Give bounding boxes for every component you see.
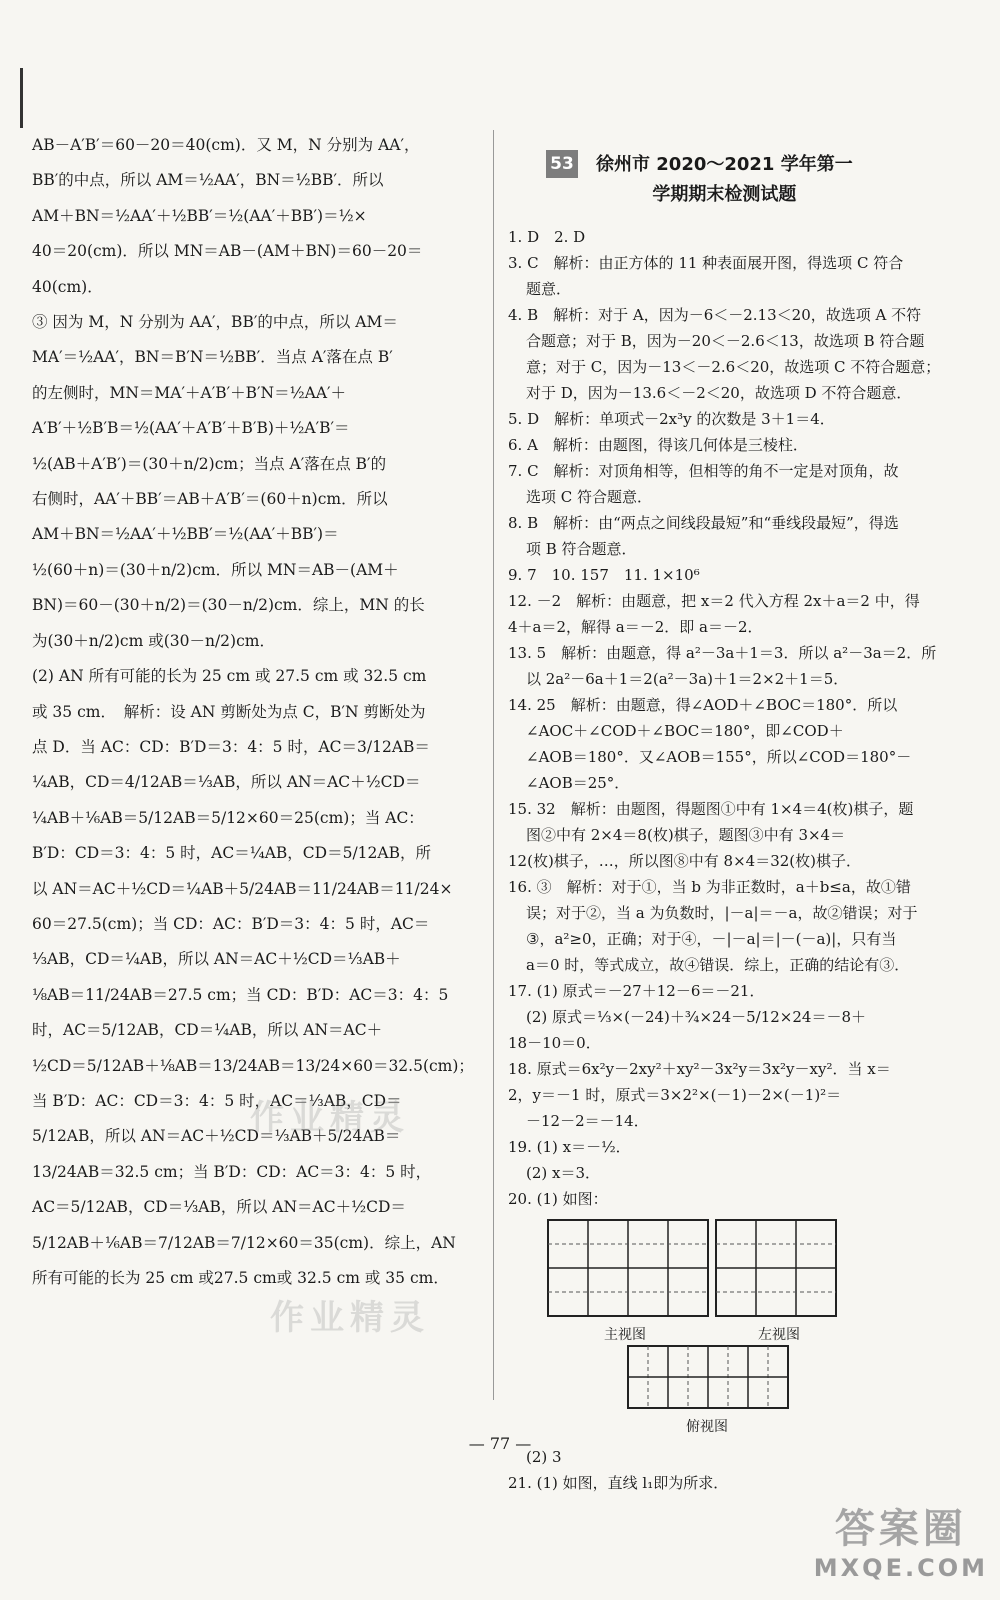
answer-line: －12－2＝－14． xyxy=(526,1112,649,1130)
watermark-2: 作业精灵 xyxy=(270,1298,430,1338)
answer-line: 题意． xyxy=(526,280,572,298)
answer-line: 误；对于②，当 a 为负数时，|－a|＝－a，故②错误；对于 xyxy=(526,904,918,922)
section-heading xyxy=(508,150,923,210)
top-view-label: 俯视图 xyxy=(686,1419,728,1435)
left-text-line: 或 35 cm． 解析：设 AN 剪断处为点 C，B′N 剪断处为 xyxy=(32,702,426,721)
answer-line: 2，y＝－1 时，原式＝3×2²×(－1)－2×(－1)²＝ xyxy=(508,1086,842,1104)
answer-line: ∠AOB＝180°．又∠AOB＝155°，所以∠COD＝180°－ xyxy=(526,748,912,766)
front-view-grid xyxy=(548,1220,708,1316)
answer-line: 7. C 解析：对顶角相等，但相等的角不一定是对顶角，故 xyxy=(508,462,899,480)
answer-line: ∠AOB＝25°． xyxy=(526,774,630,792)
answer-line: 21. (1) 如图，直线 l₁即为所求． xyxy=(508,1474,729,1492)
left-text-line: AM＋BN＝½AA′＋½BB′＝½(AA′＋BB′)＝½× xyxy=(32,206,367,225)
answer-line: 以 2a²－6a＋1＝2(a²－3a)＋1＝2×2＋1＝5． xyxy=(526,670,849,688)
left-text-line: A′B′＋½B′B＝½(AA′＋A′B′＋B′B)＋½A′B′＝ xyxy=(32,419,350,438)
left-text-line: 所有可能的长为 25 cm 或27.5 cm或 32.5 cm 或 35 cm． xyxy=(32,1269,449,1287)
three-views-svg xyxy=(508,1216,923,1438)
front-view-label: 主视图 xyxy=(604,1327,646,1343)
left-text-line: ③ 因为 M，N 分别为 AA′，BB′的中点，所以 AM＝ xyxy=(32,313,398,332)
column-divider xyxy=(493,130,494,1400)
left-text-line: 13/24AB＝32.5 cm；当 B′D：CD：AC＝3：4：5 时， xyxy=(32,1162,432,1181)
left-text-line: ½CD＝5/12AB＋⅛AB＝13/24AB＝13/24×60＝32.5(cm)； xyxy=(32,1056,474,1075)
left-text-line: MA′＝½AA′，BN＝B′N＝½BB′．当点 A′落在点 B′ xyxy=(32,348,393,367)
top-view-grid xyxy=(628,1346,788,1408)
left-text-line: AB－A′B′＝60－20＝40(cm)．又 M，N 分别为 AA′， xyxy=(32,136,420,154)
answer-line: 12(枚)棋子，…，所以图⑧中有 8×4＝32(枚)棋子． xyxy=(508,852,862,870)
answer-line: 选项 C 符合题意． xyxy=(526,488,653,506)
answer-line: 8. B 解析：由“两点之间线段最短”和“垂线段最短”，得选 xyxy=(508,514,899,532)
left-text-line: 当 B′D：AC：CD＝3：4：5 时，AC＝⅓AB，CD＝ xyxy=(32,1091,402,1110)
answer-line: 18－10＝0． xyxy=(508,1034,601,1052)
site-logo-text: 答案圈 xyxy=(834,1506,967,1552)
left-text-line: 为(30＋n/2)cm 或(30－n/2)cm． xyxy=(32,631,275,650)
left-text-line: 以 AN＝AC＋½CD＝¼AB＋5/24AB＝11/24AB＝11/24× xyxy=(32,879,453,898)
answer-line: (2) 原式＝⅓×(－24)＋¾×24－5/12×24＝－8＋ xyxy=(526,1008,866,1026)
answer-line: 12. －2 解析：由题意，把 x＝2 代入方程 2x＋a＝2 中，得 xyxy=(508,592,920,610)
left-text-line: 右侧时，AA′＋BB′＝AB＋A′B′＝(60＋n)cm．所以 xyxy=(32,490,388,509)
left-text-line: ¼AB＋⅙AB＝5/12AB＝5/12×60＝25(cm)；当 AC： xyxy=(32,808,424,827)
answer-line: (2) x＝3． xyxy=(526,1164,601,1182)
answer-line: 6. A 解析：由题图，得该几何体是三棱柱． xyxy=(508,436,808,454)
left-text-line: ⅓AB，CD＝¼AB，所以 AN＝AC＋½CD＝⅓AB＋ xyxy=(32,950,401,969)
answer-line: 合题意；对于 B，因为－20＜－2.6＜13，故选项 B 符合题 xyxy=(526,332,925,350)
left-text-line: 60＝27.5(cm)；当 CD：AC：B′D＝3：4：5 时，AC＝ xyxy=(32,914,430,933)
section-title-line-1: 徐州市 2020～2021 学年第一 xyxy=(596,154,853,175)
answer-line: 意；对于 C，因为－13＜－2.6＜20，故选项 C 不符合题意； xyxy=(526,358,941,376)
answer-line: 14. 25 解析：由题意，得∠AOD＋∠BOC＝180°．所以 xyxy=(508,696,898,714)
section-title-line-2: 学期期末检测试题 xyxy=(652,184,797,205)
left-text-line: ½(60＋n)＝(30＋n/2)cm．所以 MN＝AB－(AM＋ xyxy=(32,560,399,579)
right-column xyxy=(508,150,941,1496)
answer-line: 图②中有 2×4＝8(枚)棋子，题图③中有 3×4＝ xyxy=(526,826,846,844)
answer-list xyxy=(508,224,941,1212)
answer-line: 18. 原式＝6x²y－2xy²＋xy²－3x²y＝3x²y－xy²．当 x＝ xyxy=(508,1060,891,1078)
left-text-line: 40(cm)． xyxy=(32,277,103,296)
left-text-line: B′D：CD＝3：4：5 时，AC＝¼AB，CD＝5/12AB，所 xyxy=(32,844,431,863)
left-view-grid xyxy=(716,1220,836,1316)
left-text-line: 5/12AB＋⅙AB＝7/12AB＝7/12×60＝35(cm)．综上，AN xyxy=(32,1233,456,1252)
site-logo xyxy=(814,1497,988,1582)
answer-line: 15. 32 解析：由题图，得题图①中有 1×4＝4(枚)棋子，题 xyxy=(508,800,914,818)
watermark-1: 作业精灵 xyxy=(250,1098,410,1138)
left-text-line: ¼AB，CD＝4/12AB＝⅓AB，所以 AN＝AC＋½CD＝ xyxy=(32,773,421,792)
three-views-figure xyxy=(508,1216,923,1438)
left-text-line: (2) AN 所有可能的长为 25 cm 或 27.5 cm 或 32.5 cm xyxy=(32,667,427,686)
left-text-line: 的左侧时，MN＝MA′＋A′B′＋B′N＝½AA′＋ xyxy=(32,383,347,402)
left-text-line: ½(AB＋A′B′)＝(30＋n/2)cm；当点 A′落在点 B′的 xyxy=(32,454,387,473)
answer-line: 20. (1) 如图： xyxy=(508,1190,608,1208)
left-view-label: 左视图 xyxy=(758,1327,800,1343)
left-text-line: AC＝5/12AB，CD＝⅓AB，所以 AN＝AC＋½CD＝ xyxy=(32,1198,406,1217)
margin-edge-line xyxy=(20,68,23,128)
answer-line: (2) 3 xyxy=(526,1448,562,1466)
answer-line: 4. B 解析：对于 A，因为－6＜－2.13＜20，故选项 A 不符 xyxy=(508,306,922,324)
left-text-line: ⅛AB＝11/24AB＝27.5 cm；当 CD：B′D：AC＝3：4：5 xyxy=(32,985,449,1004)
left-text-line: AM＋BN＝½AA′＋½BB′＝½(AA′＋BB′)＝ xyxy=(32,525,339,544)
section-title xyxy=(596,150,853,210)
answer-line: 16. ③ 解析：对于①，当 b 为非正数时，a＋b≤a，故①错 xyxy=(508,878,911,896)
left-text-line: 5/12AB，所以 AN＝AC＋½CD＝⅓AB＋5/24AB＝ xyxy=(32,1127,401,1146)
answer-line: 19. (1) x＝－½． xyxy=(508,1138,631,1156)
left-text-line: BN)＝60－(30＋n/2)＝(30－n/2)cm．综上，MN 的长 xyxy=(32,596,425,615)
site-logo-url: MXQE.COM xyxy=(813,1554,988,1582)
answer-line: 13. 5 解析：由题意，得 a²－3a＋1＝3．所以 a²－3a＝2．所 xyxy=(508,644,937,662)
answer-line: 4＋a＝2，解得 a＝－2．即 a＝－2． xyxy=(508,618,763,636)
page-number: — 77 — xyxy=(468,1434,532,1453)
answer-line: a＝0 时，等式成立，故④错误．综上，正确的结论有③． xyxy=(526,956,910,974)
left-text-line: 40＝20(cm)．所以 MN＝AB－(AM＋BN)＝60－20＝ xyxy=(32,242,423,261)
answer-line: 9. 7 10. 157 11. 1×10⁶ xyxy=(508,566,700,584)
answer-line: 3. C 解析：由正方体的 11 种表面展开图，得选项 C 符合 xyxy=(508,254,904,272)
left-text-line: 点 D．当 AC：CD：B′D＝3：4：5 时，AC＝3/12AB＝ xyxy=(32,737,430,756)
left-text-line: BB′的中点，所以 AM＝½AA′，BN＝½BB′．所以 xyxy=(32,171,384,190)
answer-line: ③，a²≥0，正确；对于④，－|－a|＝|－(－a)|，只有当 xyxy=(526,930,897,948)
section-number-badge: 53 xyxy=(546,150,578,178)
answer-line: ∠AOC＋∠COD＋∠BOC＝180°，即∠COD＋ xyxy=(526,722,844,740)
answer-line: 5. D 解析：单项式－2x³y 的次数是 3＋1＝4． xyxy=(508,410,835,428)
left-text-line: 时，AC＝5/12AB，CD＝¼AB，所以 AN＝AC＋ xyxy=(32,1021,383,1040)
answer-line: 对于 D，因为－13.6＜－2＜20，故选项 D 不符合题意． xyxy=(526,384,912,402)
answer-line: 17. (1) 原式＝－27＋12－6＝－21． xyxy=(508,982,765,1000)
answer-line: 项 B 符合题意． xyxy=(526,540,637,558)
answer-line: 1. D 2. D xyxy=(508,228,586,246)
